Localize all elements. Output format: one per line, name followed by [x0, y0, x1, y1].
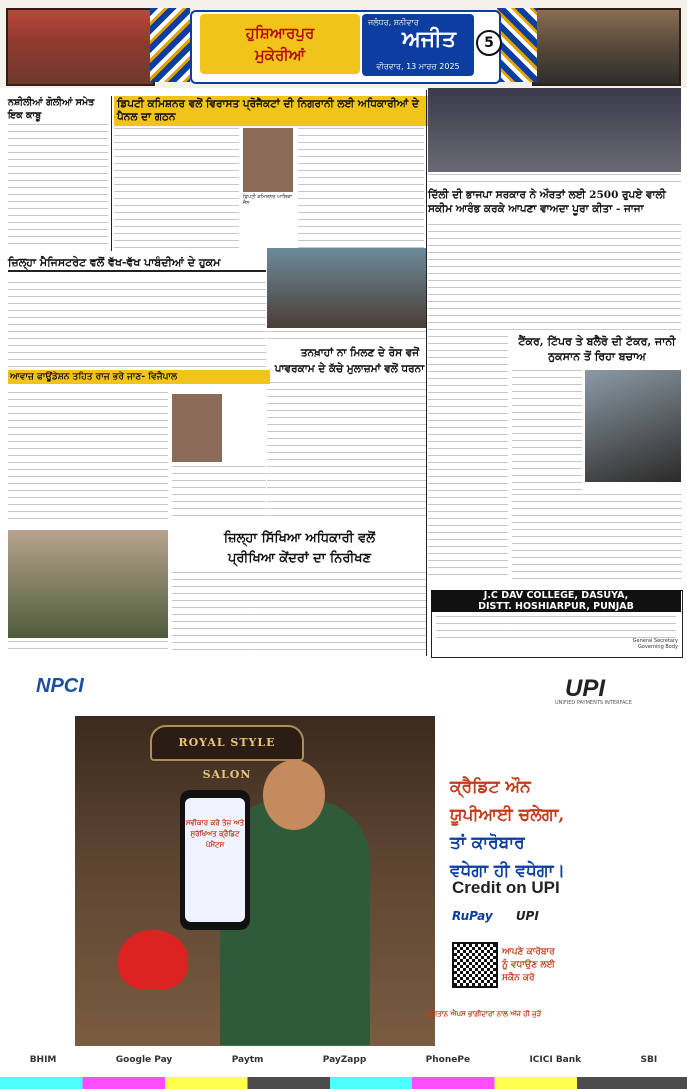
vijaypal-portrait — [172, 394, 222, 462]
college-address: DISTT. HOSHIARPUR, PUNJAB — [478, 601, 634, 612]
story8-headline-2: ਪ੍ਰੀਖਿਆ ਕੇਂਦਰਾਂ ਦਾ ਨਿਰੀਖਣ — [227, 551, 372, 566]
masthead-pattern-left — [150, 8, 190, 82]
sidebar-column — [428, 336, 508, 581]
story6-headline: ਟੈਂਕਰ, ਟਿੱਪਰ ਤੇ ਬਲੈਰੋ ਦੀ ਟੱਕਰ, ਜਾਨੀ ਨੁਕਸਾਨ ਤੋਂ ਰਿਹਾ ਬਚਾਅ — [518, 335, 676, 363]
masthead-city-line2: ਮੁਕੇਰੀਆਂ — [254, 46, 306, 64]
rupay-upi-logos — [452, 905, 582, 929]
story2-headline: ਡਿਪਟੀ ਕਮਿਸ਼ਨਰ ਵਲੋਂ ਵਿਰਾਸਤ ਪ੍ਰੋਜੈਕਟਾਂ ਦੀ ਨਿਗਰਾਨੀ ਲਈ ਅਧਿਕਾਰੀਆਂ ਦੇ ਪੈਨਲ ਦਾ ਗਠਨ — [114, 96, 430, 126]
bjp-group-photo — [428, 88, 681, 172]
story4-headline: ਜ਼ਿਲ੍ਹਾ ਮੈਜਿਸਟਰੇਟ ਵਲੋਂ ਵੱਖ-ਵੱਖ ਪਾਬੰਦੀਆਂ ਦੇ ਹੁਕਮ — [8, 256, 266, 272]
ad-headline-2: ਯੂਪੀਆਈ ਚਲੇਗਾ, — [450, 805, 565, 825]
masthead-brand-name: ਅਜੀਤ — [402, 26, 456, 52]
story8-body — [172, 572, 427, 656]
story5-headline-2: ਪਾਵਰਕਾਮ ਦੇ ਕੱਚੇ ਮੁਲਾਜ਼ਮਾਂ ਵਲੋਂ ਧਰਨਾ — [274, 363, 425, 375]
story1-headline: ਨਸ਼ੀਲੀਆਂ ਗੋਲੀਆਂ ਸਮੇਤ ਇਕ ਕਾਬੂ — [8, 97, 95, 121]
phone-screen-text: ਸਵੀਕਾਰ ਕਰੋ ਤੇਜ਼ ਅਤੇ ਸੁਰੱਖਿਅਤ ਕ੍ਰੈਡਿਟ ਪੇਮੈਂਟਸ — [185, 798, 245, 922]
official-portrait — [243, 128, 293, 192]
ad-headline — [450, 773, 660, 885]
story7-headline: ਆਵਾਜ਼ ਫਾਊਂਡੇਸ਼ਨ ਤਹਿਤ ਰਾਜ ਭਰੇ ਜਾਣ- ਵਿਜੈਪਾਲ — [8, 370, 270, 384]
upi-logo: UPI — [565, 675, 606, 702]
story2-body-left — [114, 128, 239, 248]
column-rule — [426, 90, 427, 656]
official-portrait-caption: ਡਿਪਟੀ ਕਮਿਸ਼ਨਰ ਆਸ਼ਿਕਾ ਜੈਨ — [243, 194, 293, 206]
logo-icici: ICICI Bank — [529, 1055, 582, 1065]
ad-headline-3: ਤਾਂ ਕਾਰੋਬਾਰ — [450, 833, 525, 853]
exam-centre-photo — [8, 530, 168, 638]
masthead-city-line1: ਹੁਸ਼ਿਆਰਪੁਰ — [245, 24, 315, 42]
accident-photo — [585, 370, 681, 482]
college-sign-line1: General Secretary — [632, 638, 678, 644]
story5-headline-1: ਤਨਖ਼ਾਹਾਂ ਨਾ ਮਿਲਣ ਦੇ ਰੋਸ ਵਜੋਂ — [300, 347, 420, 359]
masthead-pattern-right — [497, 8, 537, 82]
qr-text-line3: ਸਕੈਨ ਕਰੋ — [502, 973, 535, 983]
story6-body — [512, 370, 582, 490]
upi-tagline: UNIFIED PAYMENTS INTERFACE — [555, 700, 632, 706]
story8-headline-1: ਜ਼ਿਲ੍ਹਾ ਸਿੱਖਿਆ ਅਧਿਕਾਰੀ ਵਲੋਂ — [223, 531, 376, 546]
masthead-photo-right — [532, 8, 681, 86]
protest-photo — [267, 248, 427, 328]
mask-decoration — [118, 930, 188, 990]
qr-text-line2: ਨੂੰ ਵਧਾਉਣ ਲਈ — [502, 960, 555, 970]
masthead-edition: ਜਲੰਧਰ, ਸ਼ਨੀਵਾਰ — [368, 18, 419, 27]
qr-code-icon[interactable] — [452, 942, 498, 988]
masthead-photo-left — [6, 8, 155, 86]
exam-photo-caption — [8, 641, 168, 653]
shopkeeper-head — [263, 760, 325, 830]
logo-bhim: BHIM — [29, 1055, 57, 1065]
payment-app-logos — [0, 1045, 687, 1075]
logo-phonepe: PhonePe — [425, 1055, 471, 1065]
story2-body-right — [298, 128, 424, 248]
page-number: 5 — [476, 30, 502, 56]
qr-scan-text — [502, 946, 555, 985]
ad-headline-1: ਕ੍ਰੈਡਿਟ ਔਨ — [450, 777, 531, 797]
logo-payzapp: PayZapp — [322, 1055, 367, 1065]
story4-body — [8, 282, 266, 367]
npci-logo: NPCI — [36, 675, 84, 697]
masthead-city — [200, 14, 360, 74]
story6-body-continued — [512, 494, 682, 582]
story3-body — [428, 224, 681, 330]
ad-headline-4: ਵਧੇਗਾ ਹੀ ਵਧੇਗਾ। — [450, 861, 565, 881]
logo-google-pay: Google Pay — [115, 1055, 173, 1065]
rupay-logo: RuPay — [452, 909, 493, 923]
story5-body — [267, 382, 427, 522]
story7-body-right — [172, 466, 266, 522]
college-sign-line2: Governing Body — [637, 644, 678, 650]
story3-headline: ਦਿੱਲੀ ਦੀ ਭਾਜਪਾ ਸਰਕਾਰ ਨੇ ਔਰਤਾਂ ਲਈ 2500 ਰੁਪਏ ਵਾਲੀ ਸਕੀਮ ਆਰੰਭ ਕਰਕੇ ਆਪਣਾ ਵਾਅਦਾ ਪੂਰਾ ਕੀਤਾ - ਜਾਜਾ — [428, 189, 666, 215]
masthead-brand — [362, 14, 474, 76]
story7-body-left — [8, 392, 168, 522]
protest-photo-caption — [267, 331, 427, 343]
college-name: J.C DAV COLLEGE, DASUYA, — [483, 590, 629, 601]
logo-paytm: Paytm — [231, 1055, 264, 1065]
salon-sign: ROYAL STYLE SALON — [150, 725, 304, 761]
column-rule — [111, 96, 112, 251]
college-notice-body — [436, 616, 676, 638]
bjp-photo-caption — [428, 174, 681, 184]
masthead-date: ਵੀਰਵਾਰ, 13 ਮਾਰਚ 2025 — [376, 62, 460, 71]
credit-on-upi-label: Credit on UPI — [452, 878, 560, 897]
ad-footer-text: ਭੁਗਤਾਨ ਐਪਸ ਭਾਗੀਦਾਰਾਂ ਨਾਲ ਅੱਜ ਹੀ ਜੁੜੋ — [428, 1010, 542, 1018]
college-signatory — [620, 638, 678, 650]
qr-text-line1: ਆਪਣੇ ਕਾਰੋਬਾਰ — [502, 947, 555, 957]
upi-small-logo: UPI — [515, 909, 539, 923]
story1-body — [8, 124, 108, 249]
print-color-bar — [0, 1077, 687, 1089]
college-notice-header — [431, 590, 681, 612]
logo-sbi: SBI — [640, 1055, 658, 1065]
